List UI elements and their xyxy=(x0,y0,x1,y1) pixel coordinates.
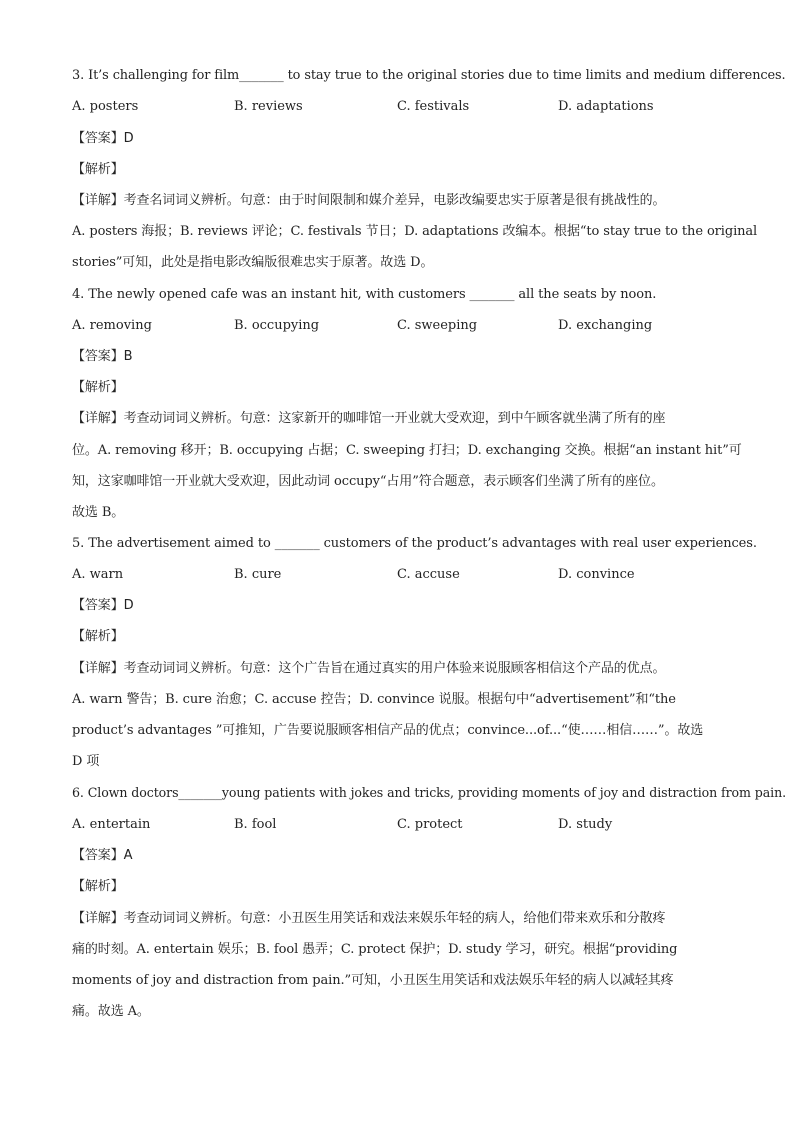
question-5-answer: 【答案】D xyxy=(72,598,134,613)
option-b: B. cure xyxy=(234,567,282,582)
question-5-stem: 5. The advertisement aimed to _______ customers of the product’s advantages with real user experiences. xyxy=(72,536,757,551)
option-b: B. reviews xyxy=(234,99,303,114)
option-a: A. entertain xyxy=(72,817,151,832)
option-c: C. accuse xyxy=(397,567,460,582)
option-d: D. study xyxy=(558,817,613,832)
question-4-detail-line: 【详解】考查动词词义辨析。句意：这家新开的咖啡馆一开业就大受欢迎，到中午顾客就坐满了所有的座 xyxy=(72,411,666,426)
option-c: C. sweeping xyxy=(397,318,478,333)
question-6-options xyxy=(72,817,732,833)
question-6-detail-line: 痛。故选 A。 xyxy=(72,1004,150,1019)
question-5-detail-line: A. warn 警告；B. cure 治愈；C. accuse 控告；D. convince 说服。根据句中“advertisement”和“the xyxy=(72,692,676,707)
question-3-detail-line: 【详解】考查名词词义辨析。句意：由于时间限制和媒介差异，电影改编要忠实于原著是很有挑战性的。 xyxy=(72,193,666,208)
question-6-stem: 6. Clown doctors_______young patients with jokes and tricks, providing moments of joy and distraction from pain. xyxy=(72,786,787,801)
question-5-detail-line: 【详解】考查动词词义辨析。句意：这个广告旨在通过真实的用户体验来说服顾客相信这个产品的优点。 xyxy=(72,661,666,676)
option-a: A. posters xyxy=(72,99,139,114)
question-5-options xyxy=(72,567,732,583)
question-3-detail-line: stories”可知，此处是指电影改编版很难忠实于原著。故选 D。 xyxy=(72,255,434,270)
option-b: B. fool xyxy=(234,817,277,832)
question-3-answer: 【答案】D xyxy=(72,131,134,146)
option-b: B. occupying xyxy=(234,318,320,333)
question-4-analysis-label: 【解析】 xyxy=(72,380,124,395)
option-d: D. adaptations xyxy=(558,99,654,114)
question-3-analysis-label: 【解析】 xyxy=(72,162,124,177)
question-6-detail-line: 痛的时刻。A. entertain 娱乐；B. fool 愚弄；C. protect 保护；D. study 学习，研究。根据“providing xyxy=(72,942,678,957)
question-3-options xyxy=(72,99,732,115)
question-5-analysis-label: 【解析】 xyxy=(72,629,124,644)
question-6-detail-line: 【详解】考查动词词义辨析。句意：小丑医生用笑话和戏法来娱乐年轻的病人，给他们带来欢乐和分散疼 xyxy=(72,911,666,926)
question-4-options xyxy=(72,318,732,334)
option-d: D. exchanging xyxy=(558,318,653,333)
option-c: C. protect xyxy=(397,817,463,832)
option-c: C. festivals xyxy=(397,99,470,114)
question-5-detail-line: product’s advantages ”可推知，广告要说服顾客相信产品的优点；convince...of...“使……相信……”。故选 xyxy=(72,723,704,738)
question-6-answer: 【答案】A xyxy=(72,848,133,863)
question-4-detail-line: 位。A. removing 移开；B. occupying 占据；C. sweeping 打扫；D. exchanging 交换。根据“an instant hit”可 xyxy=(72,443,742,458)
question-6-analysis-label: 【解析】 xyxy=(72,879,124,894)
question-4-detail-line: 知，这家咖啡馆一开业就大受欢迎，因此动词 occupy“占用”符合题意，表示顾客们坐满了所有的座位。 xyxy=(72,474,664,489)
question-3-stem: 3. It’s challenging for film_______ to stay true to the original stories due to time limits and medium differences. xyxy=(72,68,786,83)
option-a: A. removing xyxy=(72,318,152,333)
question-4-answer: 【答案】B xyxy=(72,349,133,364)
question-6-detail-line: moments of joy and distraction from pain.”可知，小丑医生用笑话和戏法娱乐年轻的病人以减轻其疼 xyxy=(72,973,674,988)
option-a: A. warn xyxy=(72,567,124,582)
option-d: D. convince xyxy=(558,567,635,582)
question-3-detail-line: A. posters 海报；B. reviews 评论；C. festivals 节日；D. adaptations 改编本。根据“to stay true to the original xyxy=(72,224,758,239)
question-4-detail-line: 故选 B。 xyxy=(72,505,125,520)
question-5-detail-line: D 项 xyxy=(72,754,100,769)
question-4-stem: 4. The newly opened cafe was an instant hit, with customers _______ all the seats by noon. xyxy=(72,287,657,302)
